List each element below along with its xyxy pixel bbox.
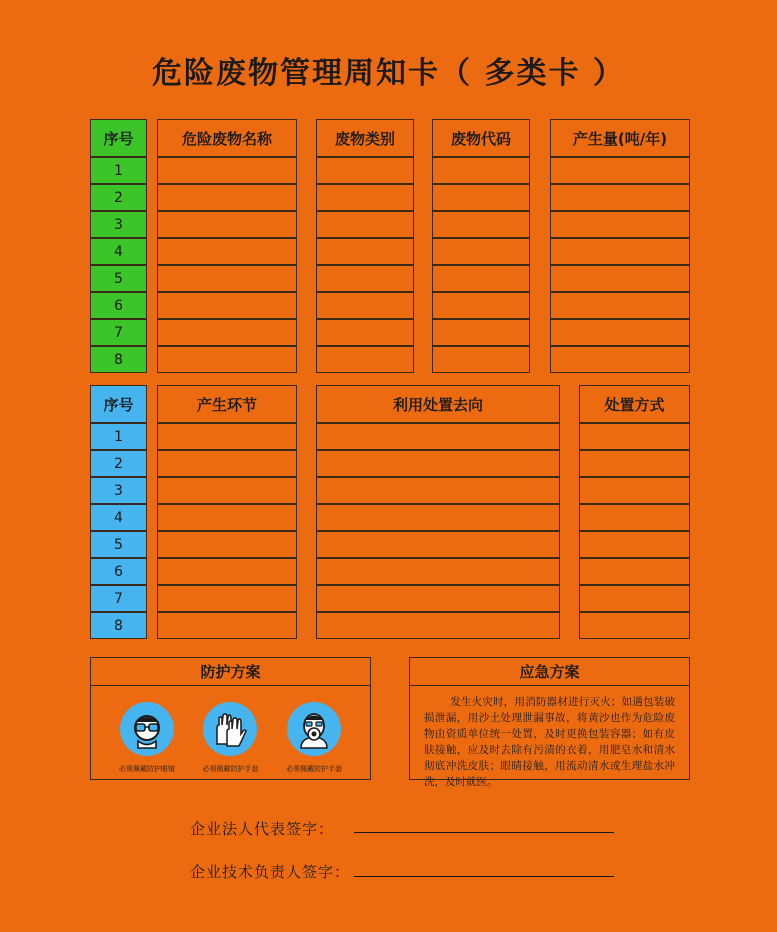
blank-cell[interactable] <box>157 558 297 585</box>
blank-cell[interactable] <box>432 211 530 238</box>
blank-cell[interactable] <box>157 157 297 184</box>
blank-cell[interactable] <box>157 504 297 531</box>
protection-caption: 必须佩戴防护手套 <box>202 765 259 773</box>
blank-cell[interactable] <box>157 292 297 319</box>
seq-cell: 3 <box>90 477 147 504</box>
waste-code-header: 废物代码 <box>432 119 530 157</box>
safety-goggles-icon <box>120 702 174 756</box>
blank-cell[interactable] <box>579 450 690 477</box>
blank-cell[interactable] <box>432 238 530 265</box>
blank-cell[interactable] <box>550 238 690 265</box>
blank-cell[interactable] <box>316 450 560 477</box>
blank-cell[interactable] <box>550 157 690 184</box>
blank-cell[interactable] <box>316 292 414 319</box>
seq-cell: 8 <box>90 612 147 639</box>
seq-cell: 6 <box>90 558 147 585</box>
protective-gloves-icon <box>203 702 257 756</box>
blank-cell[interactable] <box>316 558 560 585</box>
seq-cell: 2 <box>90 184 147 211</box>
protection-icons <box>91 686 370 774</box>
blank-cell[interactable] <box>157 346 297 373</box>
protection-caption: 必须佩戴防护眼镜 <box>118 765 175 773</box>
blank-cell[interactable] <box>550 184 690 211</box>
seq-header: 序号 <box>90 385 147 423</box>
seq-cell: 1 <box>90 423 147 450</box>
seq-cell: 7 <box>90 585 147 612</box>
waste-name-column <box>157 119 297 373</box>
blank-cell[interactable] <box>157 211 297 238</box>
blank-cell[interactable] <box>550 211 690 238</box>
blank-cell[interactable] <box>550 319 690 346</box>
protection-item <box>190 702 270 774</box>
blank-cell[interactable] <box>157 319 297 346</box>
destination-header: 利用处置去向 <box>316 385 560 423</box>
seq-cell: 4 <box>90 238 147 265</box>
blank-cell[interactable] <box>316 423 560 450</box>
blank-cell[interactable] <box>157 585 297 612</box>
blank-cell[interactable] <box>432 346 530 373</box>
amount-column <box>550 119 690 373</box>
stage-header: 产生环节 <box>157 385 297 423</box>
blank-cell[interactable] <box>579 585 690 612</box>
seq-cell: 1 <box>90 157 147 184</box>
legal-rep-signature-label: 企业法人代表签字： <box>190 820 335 838</box>
blank-cell[interactable] <box>550 265 690 292</box>
blank-cell[interactable] <box>316 265 414 292</box>
blank-cell[interactable] <box>579 558 690 585</box>
blank-cell[interactable] <box>157 265 297 292</box>
blank-cell[interactable] <box>316 184 414 211</box>
blank-cell[interactable] <box>579 612 690 639</box>
emergency-text: 发生火灾时，用消防器材进行灭火；如遇包装破损泄漏，用沙土处理泄漏事故，将黄沙也作为危险废物由资质单位统一处置，及时更换包装容器；如有皮肤接触，应及时去除有污渍的衣着，用肥皂水和清水彻底冲洗皮肤；眼睛接触，用流动清水或生理盐水冲洗，及时就医。 <box>424 696 675 788</box>
seq-header: 序号 <box>90 119 147 157</box>
legal-rep-signature-line[interactable] <box>354 832 614 833</box>
blank-cell[interactable] <box>316 531 560 558</box>
blank-cell[interactable] <box>432 157 530 184</box>
blank-cell[interactable] <box>157 238 297 265</box>
blank-cell[interactable] <box>316 238 414 265</box>
blank-cell[interactable] <box>316 211 414 238</box>
stage-column <box>157 385 297 639</box>
blank-cell[interactable] <box>316 346 414 373</box>
seq-column <box>90 385 147 639</box>
seq-cell: 8 <box>90 346 147 373</box>
gas-mask-icon <box>287 702 341 756</box>
method-header: 处置方式 <box>579 385 690 423</box>
blank-cell[interactable] <box>316 157 414 184</box>
blank-cell[interactable] <box>432 265 530 292</box>
seq-cell: 7 <box>90 319 147 346</box>
blank-cell[interactable] <box>157 531 297 558</box>
blank-cell[interactable] <box>316 585 560 612</box>
seq-cell: 5 <box>90 265 147 292</box>
waste-category-column <box>316 119 414 373</box>
waste-code-column <box>432 119 530 373</box>
destination-column <box>316 385 560 639</box>
protection-item <box>107 702 187 774</box>
blank-cell[interactable] <box>579 504 690 531</box>
blank-cell[interactable] <box>316 477 560 504</box>
blank-cell[interactable] <box>157 184 297 211</box>
blank-cell[interactable] <box>579 531 690 558</box>
protection-title: 防护方案 <box>91 658 370 686</box>
waste-category-header: 废物类别 <box>316 119 414 157</box>
blank-cell[interactable] <box>579 477 690 504</box>
protection-item <box>274 702 354 774</box>
seq-cell: 5 <box>90 531 147 558</box>
seq-cell: 2 <box>90 450 147 477</box>
waste-name-header: 危险废物名称 <box>157 119 297 157</box>
amount-header: 产生量(吨/年) <box>550 119 690 157</box>
blank-cell[interactable] <box>432 292 530 319</box>
blank-cell[interactable] <box>316 612 560 639</box>
blank-cell[interactable] <box>157 477 297 504</box>
blank-cell[interactable] <box>550 346 690 373</box>
blank-cell[interactable] <box>157 423 297 450</box>
emergency-title: 应急方案 <box>410 658 689 686</box>
blank-cell[interactable] <box>432 319 530 346</box>
protection-caption: 必须佩戴防护手套 <box>286 765 343 773</box>
blank-cell[interactable] <box>316 319 414 346</box>
blank-cell[interactable] <box>432 184 530 211</box>
seq-column <box>90 119 147 373</box>
tech-lead-signature-label: 企业技术负责人签字： <box>190 863 351 881</box>
tech-lead-signature-line[interactable] <box>354 876 614 877</box>
page-title: 危险废物管理周知卡（ 多类卡 ） <box>152 56 625 91</box>
blank-cell[interactable] <box>550 292 690 319</box>
seq-cell: 6 <box>90 292 147 319</box>
seq-cell: 3 <box>90 211 147 238</box>
blank-cell[interactable] <box>157 450 297 477</box>
blank-cell[interactable] <box>157 612 297 639</box>
emergency-panel <box>409 657 690 788</box>
blank-cell[interactable] <box>579 423 690 450</box>
blank-cell[interactable] <box>316 504 560 531</box>
seq-cell: 4 <box>90 504 147 531</box>
protection-panel <box>90 657 371 780</box>
method-column <box>579 385 690 639</box>
